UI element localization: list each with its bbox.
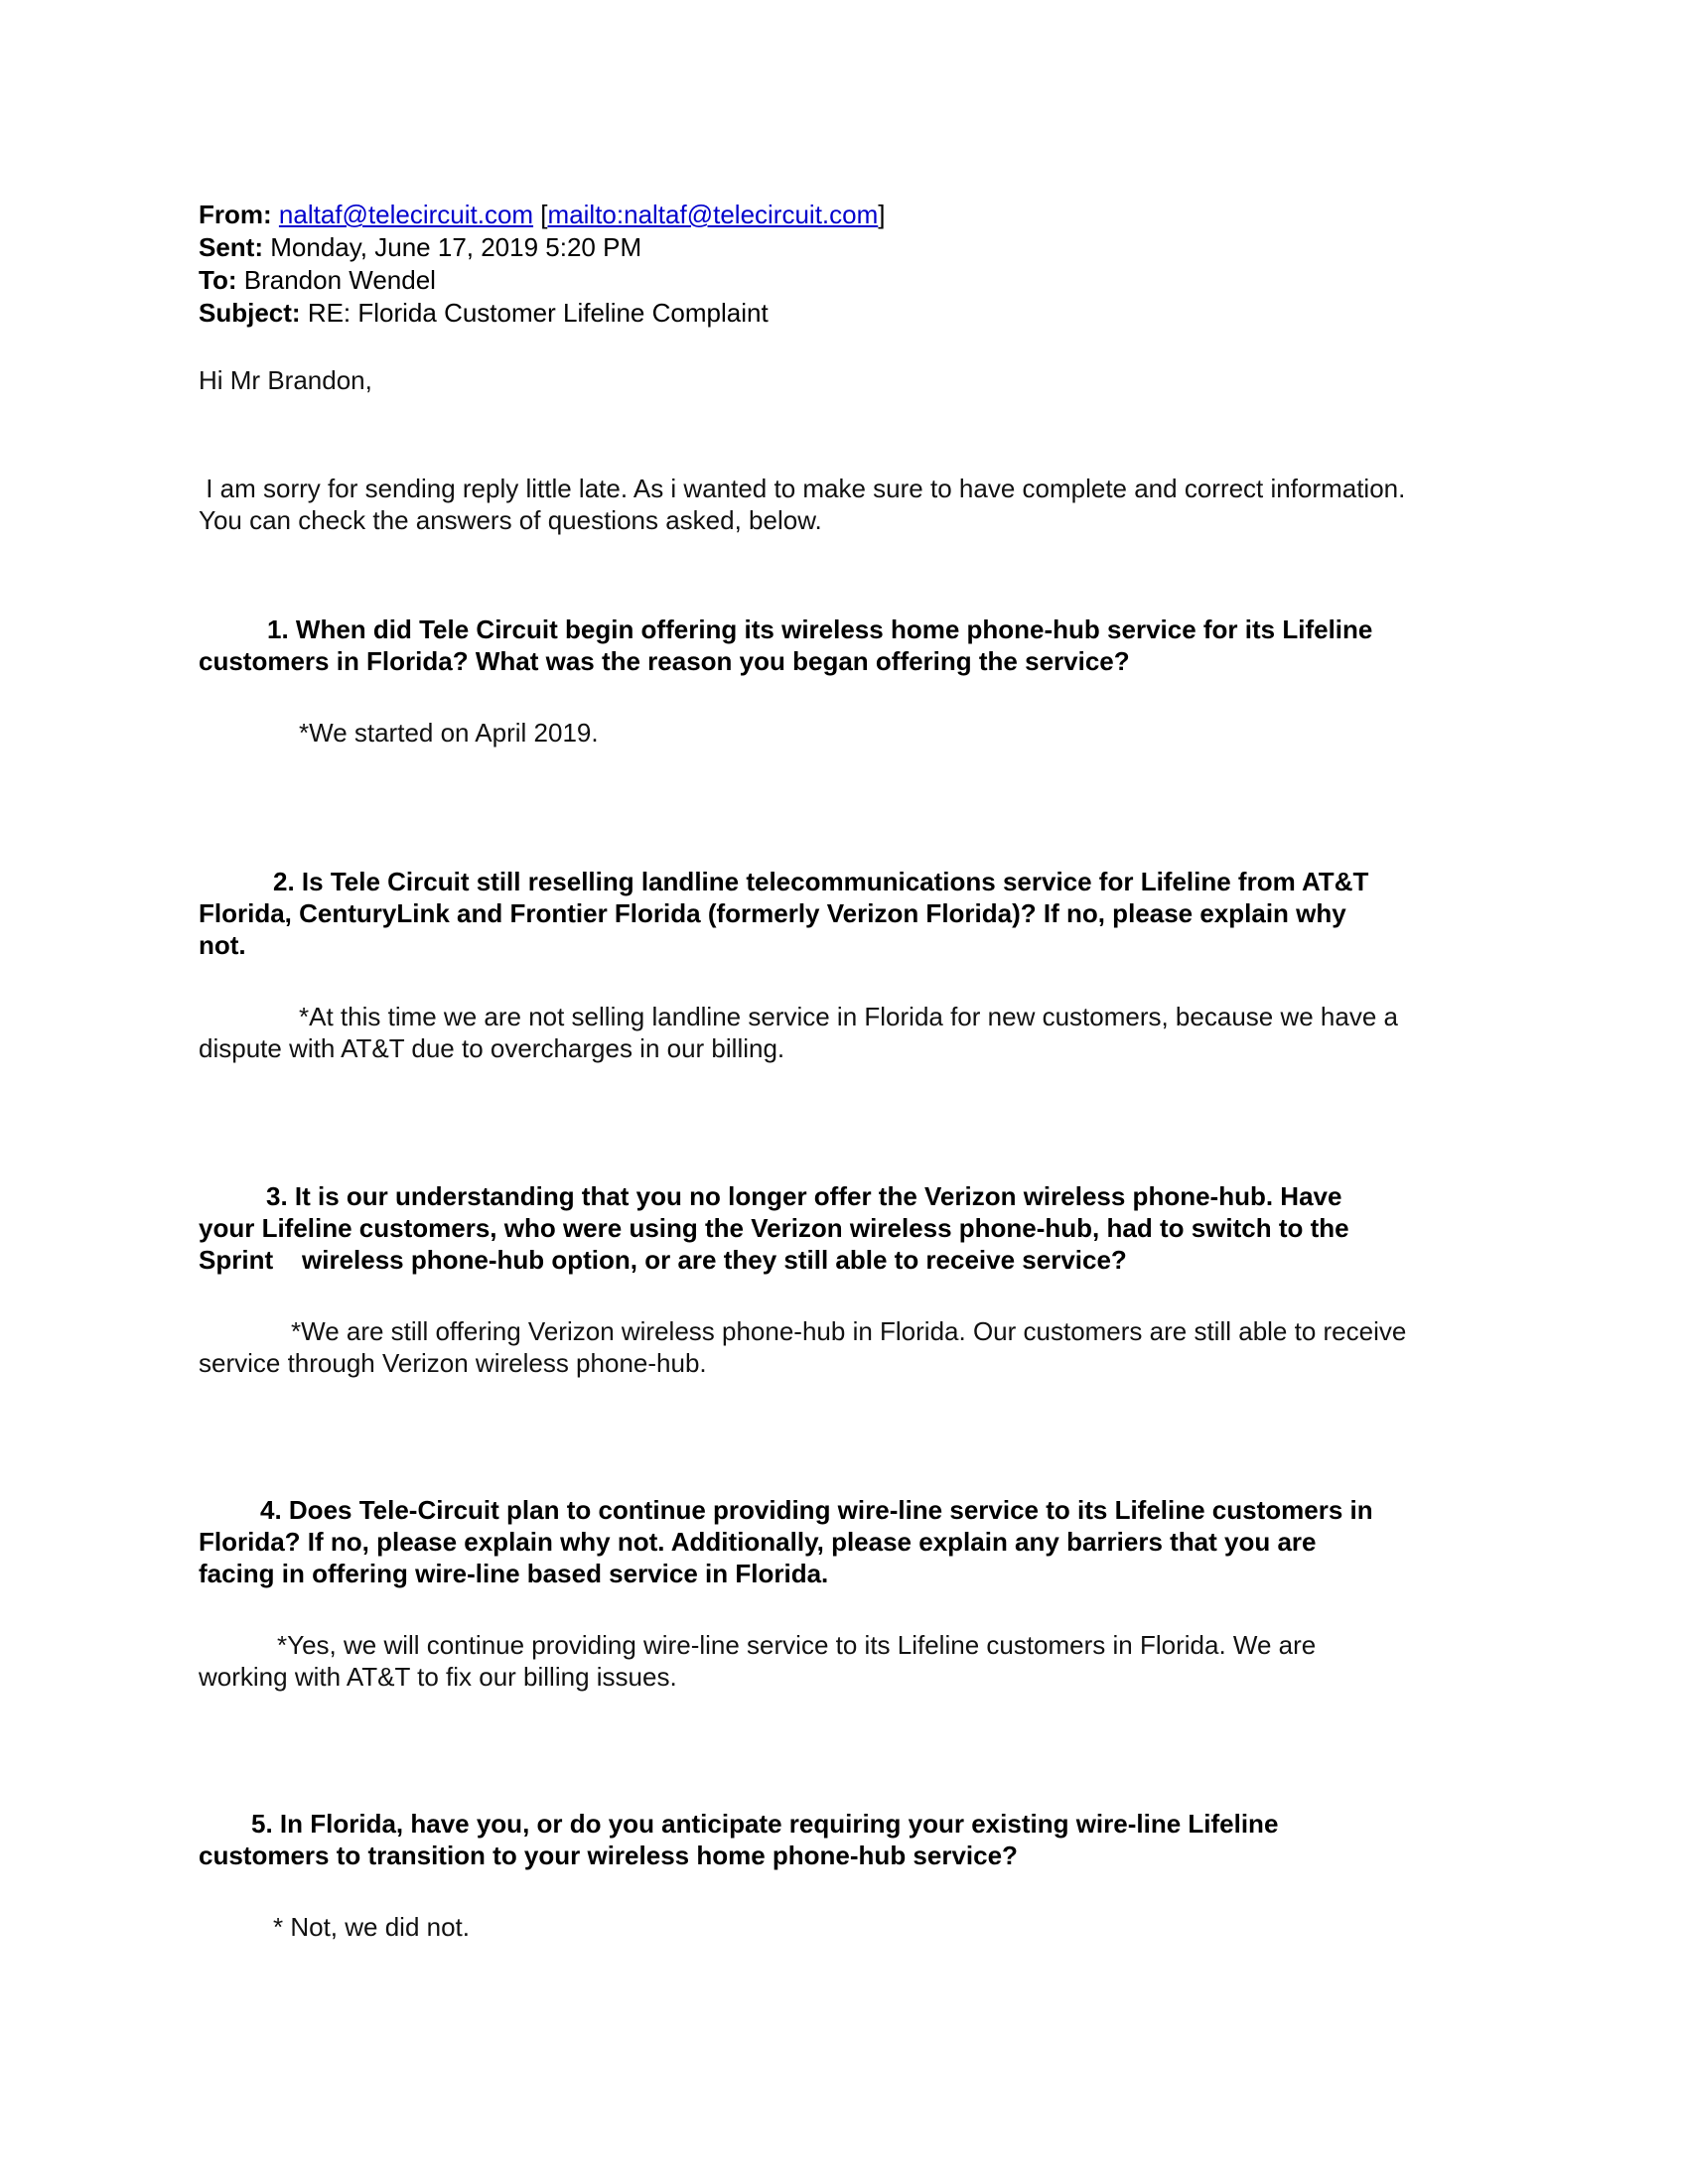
answer-4-line-2: working with AT&T to fix our billing issues. — [199, 1662, 677, 1692]
question-5-line-2: customers to transition to your wireless home phone-hub service? — [199, 1841, 1018, 1870]
answer-1-line-1: *We started on April 2019. — [299, 718, 599, 748]
to-label: To: — [199, 265, 237, 295]
answer-3-line-2: service through Verizon wireless phone-hub. — [199, 1348, 707, 1378]
from-line — [199, 199, 1489, 231]
subject-label: Subject: — [199, 298, 301, 328]
question-2-line-3: not. — [199, 930, 246, 960]
question-3-line-1: 3. It is our understanding that you no longer offer the Verizon wireless phone-hub. Have — [266, 1181, 1342, 1211]
answer-3-line-1: *We are still offering Verizon wireless phone-hub in Florida. Our customers are still able to receive — [291, 1316, 1407, 1346]
question-1-line-1: 1. When did Tele Circuit begin offering its wireless home phone-hub service for its Lifeline — [267, 614, 1373, 644]
subject-line — [199, 297, 1489, 330]
mailto-bracket-open: [ — [540, 200, 548, 229]
question-3-line-2: your Lifeline customers, who were using the Verizon wireless phone-hub, had to switch to the — [199, 1213, 1349, 1243]
answer-2-line-2: dispute with AT&T due to overcharges in our billing. — [199, 1033, 785, 1063]
answer-2 — [199, 1001, 1509, 1064]
question-5 — [199, 1808, 1509, 1871]
question-2 — [199, 866, 1509, 961]
answer-3 — [199, 1315, 1509, 1379]
question-1-line-2: customers in Florida? What was the reason you began offering the service? — [199, 646, 1130, 676]
answer-2-line-1: *At this time we are not selling landline service in Florida for new customers, because we have a — [299, 1002, 1398, 1031]
subject-value: RE: Florida Customer Lifeline Complaint — [307, 298, 769, 328]
intro-line-1: I am sorry for sending reply little late. As i wanted to make sure to have complete and correct information. — [199, 474, 1406, 503]
question-4-line-1: 4. Does Tele-Circuit plan to continue providing wire-line service to its Lifeline customers in — [260, 1495, 1373, 1525]
from-email-link[interactable]: naltaf@telecircuit.com — [278, 200, 534, 229]
question-3-line-3: Sprint wireless phone-hub option, or are they still able to receive service? — [199, 1245, 1127, 1275]
question-4 — [199, 1494, 1509, 1589]
greeting: Hi Mr Brandon, — [199, 365, 372, 395]
question-1 — [199, 614, 1509, 677]
intro-line-2: You can check the answers of questions asked, below. — [199, 505, 822, 535]
answer-4 — [199, 1629, 1509, 1693]
answer-5-line-1: * Not, we did not. — [273, 1912, 470, 1942]
intro-paragraph — [199, 473, 1509, 536]
mailto-bracket-close: ] — [878, 200, 886, 229]
question-3 — [199, 1180, 1509, 1276]
mailto-link[interactable]: mailto:naltaf@telecircuit.com — [547, 200, 879, 229]
sent-label: Sent: — [199, 232, 263, 262]
email-header — [199, 199, 1489, 330]
sent-value: Monday, June 17, 2019 5:20 PM — [270, 232, 642, 262]
question-5-line-1: 5. In Florida, have you, or do you anticipate requiring your existing wire-line Lifeline — [251, 1809, 1279, 1839]
question-2-line-1: 2. Is Tele Circuit still reselling landline telecommunications service for Lifeline from AT&T — [273, 867, 1369, 896]
answer-1 — [199, 717, 1509, 749]
answer-4-line-1: *Yes, we will continue providing wire-line service to its Lifeline customers in Florida. We are — [277, 1630, 1317, 1660]
answer-5 — [199, 1911, 1509, 1943]
to-line — [199, 264, 1489, 297]
question-4-line-2: Florida? If no, please explain why not. Additionally, please explain any barriers that you are — [199, 1527, 1317, 1557]
from-label: From: — [199, 200, 272, 229]
sent-line — [199, 231, 1489, 264]
to-value: Brandon Wendel — [243, 265, 436, 295]
question-4-line-3: facing in offering wire-line based service in Florida. — [199, 1559, 829, 1588]
question-2-line-2: Florida, CenturyLink and Frontier Florida (formerly Verizon Florida)? If no, please explain why — [199, 898, 1346, 928]
